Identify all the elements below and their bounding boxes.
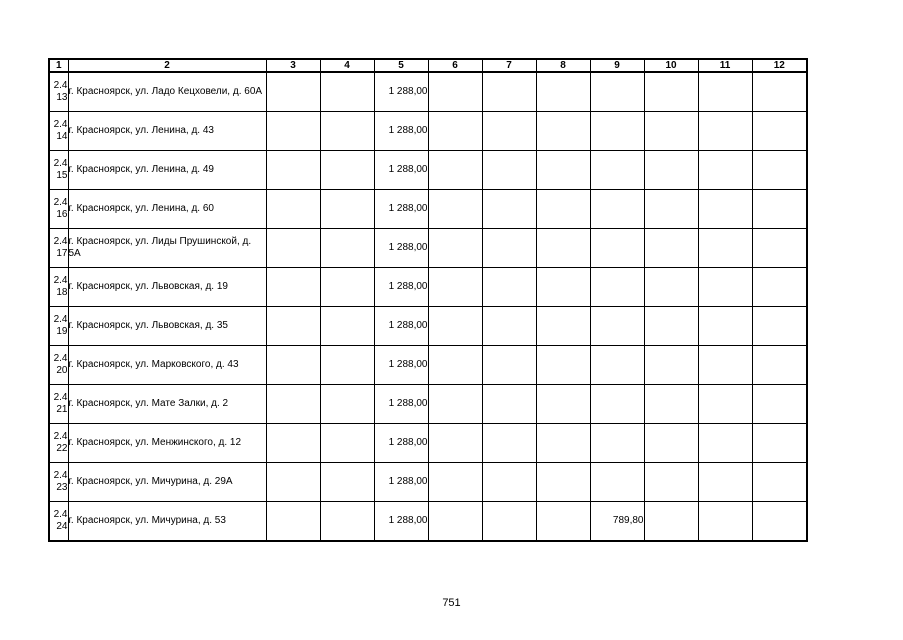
col-3-cell [266, 307, 320, 346]
column-header: 12 [752, 59, 807, 72]
table-row [49, 502, 807, 542]
col-4-cell [320, 307, 374, 346]
col-5-cell: 1 288,00 [374, 307, 428, 346]
column-header: 11 [698, 59, 752, 72]
col-7-cell [482, 307, 536, 346]
col-12-cell [752, 112, 807, 151]
col-11-cell [698, 72, 752, 112]
col-7-cell [482, 463, 536, 502]
col-4-cell [320, 268, 374, 307]
row-number-cell: 2.4 15 [49, 151, 68, 190]
col-6-cell [428, 268, 482, 307]
address-cell: г. Красноярск, ул. Львовская, д. 19 [68, 268, 266, 307]
col-4-cell [320, 463, 374, 502]
col-11-cell [698, 307, 752, 346]
column-header: 7 [482, 59, 536, 72]
col-8-cell [536, 502, 590, 542]
col-5-cell: 1 288,00 [374, 112, 428, 151]
col-9-cell [590, 385, 644, 424]
address-cell: г. Красноярск, ул. Менжинского, д. 12 [68, 424, 266, 463]
row-number-cell: 2.4 16 [49, 190, 68, 229]
col-3-cell [266, 151, 320, 190]
col-8-cell [536, 346, 590, 385]
header-row [49, 59, 807, 72]
col-6-cell [428, 190, 482, 229]
column-header: 10 [644, 59, 698, 72]
column-header: 8 [536, 59, 590, 72]
row-number-cell: 2.4 19 [49, 307, 68, 346]
col-9-cell [590, 72, 644, 112]
address-cell: г. Красноярск, ул. Ленина, д. 60 [68, 190, 266, 229]
col-10-cell [644, 229, 698, 268]
table-row [49, 307, 807, 346]
col-7-cell [482, 502, 536, 542]
table-row [49, 424, 807, 463]
col-12-cell [752, 463, 807, 502]
col-8-cell [536, 112, 590, 151]
column-header: 2 [68, 59, 266, 72]
col-9-cell [590, 346, 644, 385]
col-3-cell [266, 72, 320, 112]
row-number-cell: 2.4 23 [49, 463, 68, 502]
col-7-cell [482, 190, 536, 229]
col-4-cell [320, 229, 374, 268]
col-4-cell [320, 424, 374, 463]
address-cell: г. Красноярск, ул. Мичурина, д. 53 [68, 502, 266, 542]
col-9-cell [590, 151, 644, 190]
col-4-cell [320, 72, 374, 112]
data-table [48, 58, 808, 542]
table-row [49, 346, 807, 385]
col-6-cell [428, 229, 482, 268]
column-header: 1 [49, 59, 68, 72]
col-8-cell [536, 463, 590, 502]
col-11-cell [698, 112, 752, 151]
col-4-cell [320, 502, 374, 542]
col-5-cell: 1 288,00 [374, 424, 428, 463]
col-6-cell [428, 463, 482, 502]
col-12-cell [752, 385, 807, 424]
col-8-cell [536, 307, 590, 346]
col-6-cell [428, 346, 482, 385]
address-cell: г. Красноярск, ул. Ленина, д. 49 [68, 151, 266, 190]
col-6-cell [428, 424, 482, 463]
col-5-cell: 1 288,00 [374, 502, 428, 542]
col-11-cell [698, 229, 752, 268]
col-10-cell [644, 268, 698, 307]
address-cell: г. Красноярск, ул. Ленина, д. 43 [68, 112, 266, 151]
col-12-cell [752, 151, 807, 190]
col-6-cell [428, 112, 482, 151]
row-number-cell: 2.4 18 [49, 268, 68, 307]
col-6-cell [428, 502, 482, 542]
col-7-cell [482, 268, 536, 307]
col-7-cell [482, 72, 536, 112]
col-9-cell [590, 307, 644, 346]
col-11-cell [698, 424, 752, 463]
col-10-cell [644, 502, 698, 542]
col-12-cell [752, 502, 807, 542]
col-12-cell [752, 307, 807, 346]
col-6-cell [428, 151, 482, 190]
address-cell: г. Красноярск, ул. Львовская, д. 35 [68, 307, 266, 346]
table-row [49, 72, 807, 112]
row-number-cell: 2.4 14 [49, 112, 68, 151]
table-row [49, 385, 807, 424]
table-row [49, 229, 807, 268]
col-7-cell [482, 424, 536, 463]
col-3-cell [266, 268, 320, 307]
col-6-cell [428, 72, 482, 112]
col-6-cell [428, 385, 482, 424]
col-3-cell [266, 112, 320, 151]
address-cell: г. Красноярск, ул. Мичурина, д. 29А [68, 463, 266, 502]
col-8-cell [536, 229, 590, 268]
col-12-cell [752, 229, 807, 268]
col-11-cell [698, 385, 752, 424]
col-10-cell [644, 112, 698, 151]
table-row [49, 112, 807, 151]
col-11-cell [698, 463, 752, 502]
col-10-cell [644, 151, 698, 190]
col-7-cell [482, 346, 536, 385]
col-3-cell [266, 385, 320, 424]
col-8-cell [536, 424, 590, 463]
col-9-cell [590, 463, 644, 502]
column-header: 5 [374, 59, 428, 72]
col-8-cell [536, 72, 590, 112]
col-11-cell [698, 502, 752, 542]
row-number-cell: 2.4 22 [49, 424, 68, 463]
col-3-cell [266, 463, 320, 502]
col-4-cell [320, 190, 374, 229]
col-5-cell: 1 288,00 [374, 229, 428, 268]
col-8-cell [536, 385, 590, 424]
col-9-cell: 789,80 [590, 502, 644, 542]
address-cell: г. Красноярск, ул. Лиды Прушинской, д. 5А [68, 229, 266, 268]
row-number-cell: 2.4 20 [49, 346, 68, 385]
col-4-cell [320, 112, 374, 151]
col-10-cell [644, 385, 698, 424]
col-9-cell [590, 424, 644, 463]
row-number-cell: 2.4 17 [49, 229, 68, 268]
address-cell: г. Красноярск, ул. Марковского, д. 43 [68, 346, 266, 385]
col-10-cell [644, 307, 698, 346]
row-number-cell: 2.4 24 [49, 502, 68, 542]
col-12-cell [752, 424, 807, 463]
col-3-cell [266, 346, 320, 385]
col-7-cell [482, 229, 536, 268]
col-10-cell [644, 346, 698, 385]
col-9-cell [590, 190, 644, 229]
row-number-cell: 2.4 21 [49, 385, 68, 424]
col-7-cell [482, 151, 536, 190]
col-3-cell [266, 190, 320, 229]
col-10-cell [644, 424, 698, 463]
col-9-cell [590, 229, 644, 268]
table-row [49, 463, 807, 502]
col-5-cell: 1 288,00 [374, 385, 428, 424]
col-7-cell [482, 112, 536, 151]
col-5-cell: 1 288,00 [374, 268, 428, 307]
col-5-cell: 1 288,00 [374, 72, 428, 112]
column-header: 4 [320, 59, 374, 72]
col-5-cell: 1 288,00 [374, 463, 428, 502]
col-8-cell [536, 268, 590, 307]
col-6-cell [428, 307, 482, 346]
col-10-cell [644, 190, 698, 229]
col-8-cell [536, 151, 590, 190]
col-4-cell [320, 346, 374, 385]
col-9-cell [590, 268, 644, 307]
col-3-cell [266, 424, 320, 463]
table-row [49, 190, 807, 229]
col-11-cell [698, 190, 752, 229]
col-8-cell [536, 190, 590, 229]
col-10-cell [644, 463, 698, 502]
col-3-cell [266, 229, 320, 268]
col-11-cell [698, 346, 752, 385]
column-header: 3 [266, 59, 320, 72]
col-11-cell [698, 151, 752, 190]
col-4-cell [320, 385, 374, 424]
col-9-cell [590, 112, 644, 151]
table-row [49, 151, 807, 190]
column-header: 9 [590, 59, 644, 72]
col-10-cell [644, 72, 698, 112]
address-cell: г. Красноярск, ул. Мате Залки, д. 2 [68, 385, 266, 424]
col-3-cell [266, 502, 320, 542]
col-4-cell [320, 151, 374, 190]
row-number-cell: 2.4 13 [49, 72, 68, 112]
col-12-cell [752, 268, 807, 307]
address-cell: г. Красноярск, ул. Ладо Кецховели, д. 60А [68, 72, 266, 112]
table-row [49, 268, 807, 307]
col-11-cell [698, 268, 752, 307]
col-12-cell [752, 190, 807, 229]
page-number: 751 [442, 597, 461, 609]
col-7-cell [482, 385, 536, 424]
column-header: 6 [428, 59, 482, 72]
col-12-cell [752, 72, 807, 112]
col-5-cell: 1 288,00 [374, 190, 428, 229]
col-5-cell: 1 288,00 [374, 346, 428, 385]
col-5-cell: 1 288,00 [374, 151, 428, 190]
col-12-cell [752, 346, 807, 385]
